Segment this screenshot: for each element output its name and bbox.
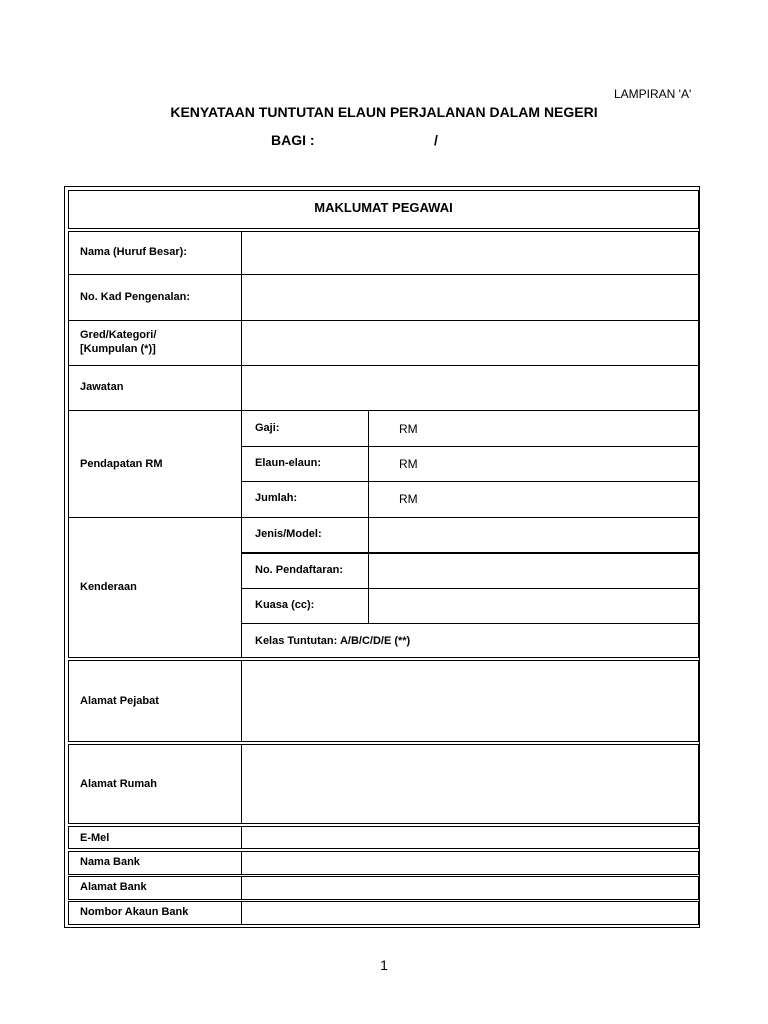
kenderaan-label: Kenderaan: [80, 581, 137, 593]
sub-row-line: [241, 623, 699, 624]
akaun-bank-field[interactable]: [242, 902, 698, 924]
emel-field[interactable]: [242, 827, 698, 848]
document-title: [0, 104, 768, 120]
alamat-bank-field[interactable]: [242, 877, 698, 899]
sub-divider: [368, 410, 369, 517]
nama-field[interactable]: [242, 232, 698, 273]
gaji-rm: RM: [399, 422, 418, 436]
pendaftaran-label: No. Pendaftaran:: [255, 564, 344, 576]
alamat-rumah-field[interactable]: [242, 745, 698, 823]
kad-label: No. Kad Pengenalan:: [80, 291, 191, 303]
sub-row-line: [241, 481, 699, 482]
alamat-pejabat-label: Alamat Pejabat: [80, 695, 159, 707]
alamat-rumah-label: Alamat Rumah: [80, 778, 158, 790]
gaji-label: Gaji:: [255, 422, 280, 434]
bagi-slash: /: [434, 132, 438, 148]
row-line: [68, 517, 699, 518]
kelas-label: Kelas Tuntutan: A/B/C/D/E (**): [255, 635, 411, 647]
alamat-pejabat-field[interactable]: [242, 661, 698, 741]
alamat-bank-label: Alamat Bank: [80, 881, 147, 893]
sub-divider: [368, 517, 369, 623]
emel-label: E-Mel: [80, 832, 110, 844]
nama-bank-label: Nama Bank: [80, 856, 140, 868]
sub-row-line: [241, 446, 699, 447]
jawatan-label: Jawatan: [80, 381, 124, 393]
gred-label: [80, 328, 156, 356]
akaun-bank-label: Nombor Akaun Bank: [80, 906, 189, 918]
section-title: MAKLUMAT PEGAWAI: [314, 200, 453, 215]
kuasa-label: Kuasa (cc):: [255, 599, 315, 611]
gred-field[interactable]: [242, 321, 698, 364]
row-line: [68, 410, 699, 411]
document-title-text: KENYATAAN TUNTUTAN ELAUN PERJALANAN DALAM NEGERI: [170, 104, 598, 120]
jenis-label: Jenis/Model:: [255, 528, 322, 540]
jumlah-rm: RM: [399, 492, 418, 506]
elaun-rm: RM: [399, 457, 418, 471]
sub-row-line: [241, 552, 699, 554]
gred-label-line2: [Kumpulan (*)]: [80, 343, 156, 355]
nama-label: Nama (Huruf Besar):: [80, 246, 187, 258]
page-number: 1: [380, 957, 388, 973]
jawatan-field[interactable]: [242, 366, 698, 409]
pendapatan-label: Pendapatan RM: [80, 458, 163, 470]
elaun-label: Elaun-elaun:: [255, 457, 322, 469]
bagi-label: BAGI :: [271, 132, 315, 148]
lampiran-label: LAMPIRAN 'A': [614, 87, 692, 101]
sub-row-line: [241, 588, 699, 589]
kad-field[interactable]: [242, 275, 698, 319]
gred-label-line1: Gred/Kategori/: [80, 329, 157, 341]
jumlah-label: Jumlah:: [255, 492, 298, 504]
nama-bank-field[interactable]: [242, 852, 698, 874]
